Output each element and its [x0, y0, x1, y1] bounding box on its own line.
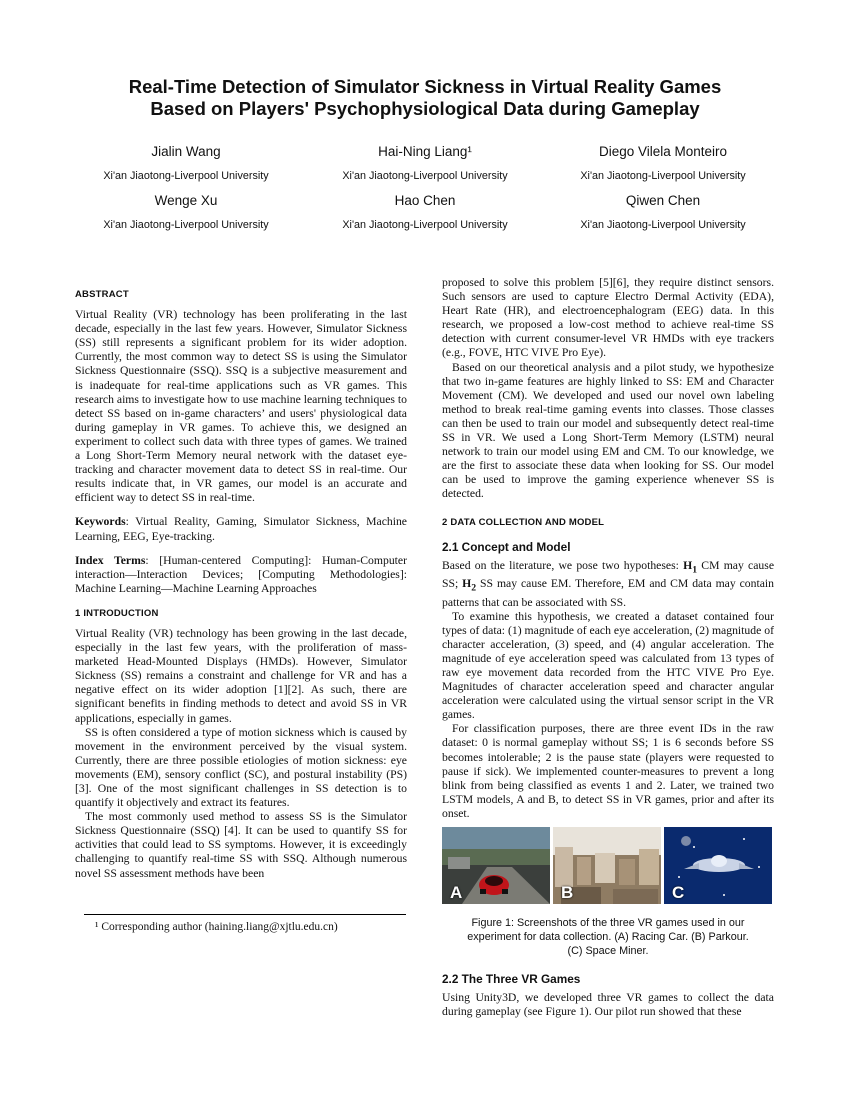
hypothesis-2-label: H [462, 577, 472, 591]
author-affiliation: Xi'an Jiaotong-Liverpool University [580, 170, 746, 182]
right-paragraph-3 [442, 559, 774, 610]
caption-line-1: Figure 1: Screenshots of the three VR games used in our [471, 917, 745, 930]
figure-1-caption [442, 916, 774, 958]
right-paragraph-6: Using Unity3D, we developed three VR games to collect the data during gameplay (see Figure 1). Our pilot run showed that these [442, 991, 774, 1019]
hypothesis-2-subscript: 2 [471, 582, 477, 594]
right-paragraph-4: To examine this hypothesis, we created a dataset contained four types of data: (1) magnitude of each eye acceleration, (2) magnitude of character acceleration, (3) speed, and (4) angular acceleration. The magnitude of eye acceleration speed was calculated from 13 types of raw eye movement data recorded from the HTC VIVE Pro Eye. Magnitudes of character acceleration speed and character angular acceleration were calculated using the virtual sensor script in the VR games. [442, 609, 774, 722]
figure-parkour-screenshot [553, 827, 661, 904]
hypothesis-1-text: CM may cause SS; [442, 558, 775, 591]
author-name: Jialin Wang [151, 144, 221, 159]
figure-label-a: A [450, 882, 463, 902]
author-affiliation: Xi'an Jiaotong-Liverpool University [580, 219, 746, 231]
right-paragraph-2: Based on our theoretical analysis and a pilot study, we hypothesize that two in-game features are highly linked to SS: EM and Character Movement (CM). We developed and used our novel own labeling method to break real-time gaming events into classes. Those classes can then be used to train our model and subsequently detect real-time SS in VR. We used a Long Short-Term Memory (LSTM) neural network to train our model using EM and CM. To our knowledge, we are the first to associate these data when looking for SS. Our model can be used to improve the gaming experience whenever SS is detected. [442, 360, 774, 501]
keywords-label: Keywords [75, 515, 126, 529]
title-line-1: Real-Time Detection of Simulator Sickness in Virtual Reality Games [128, 76, 722, 97]
right-column [442, 276, 774, 1019]
intro-heading: 1 INTRODUCTION [75, 607, 159, 619]
author-block [533, 144, 793, 183]
right-paragraph-5: For classification purposes, there are three event IDs in the raw dataset: 0 is normal gameplay without SS; 1 is 6 seconds before SS becomes intolerable; 2 is the pause state (players were requested to pause if sick). We implemented counter-measures to prevent a long blink from being classified as events 1 and 2. Later, we trained two LSTM models, A and B, to detect SS in VR games, prior and after its onset. [442, 722, 774, 820]
paper-title [60, 76, 790, 120]
author-affiliation: Xi'an Jiaotong-Liverpool University [103, 170, 269, 182]
subsection-2-2-heading: 2.2 The Three VR Games [442, 972, 581, 987]
right-paragraph-1: proposed to solve this problem [5][6], they require distinct sensors. Such sensors are used to capture Electro Dermal Activity (EDA), Heart Rate (HR), and electroencephalogram (EEG) data. In this research, we proposed a low-cost method to achieve real-time SS detection with current consumer-level VR HMDs with eye trackers (e.g., FOVE, HTC VIVE Pro Eye). [442, 276, 774, 360]
hypothesis-1-label: H [683, 558, 693, 572]
caption-line-2: experiment for data collection. (A) Racing Car. (B) Parkour. [467, 931, 749, 944]
author-affiliation: Xi'an Jiaotong-Liverpool University [342, 170, 508, 182]
index-terms-label: Index Terms [75, 553, 146, 567]
author-block [295, 144, 555, 183]
index-terms [75, 554, 407, 596]
author-block [533, 193, 793, 232]
keywords [75, 515, 407, 543]
footnote-divider [84, 914, 406, 915]
left-column [75, 276, 407, 881]
author-name: Wenge Xu [154, 193, 218, 208]
subsection-2-1-heading: 2.1 Concept and Model [442, 539, 571, 554]
author-name: Hai-Ning Liang¹ [378, 144, 472, 159]
author-block [295, 193, 555, 232]
author-name: Hao Chen [394, 193, 456, 208]
intro-paragraph-1: Virtual Reality (VR) technology has been growing in the last decade, especially in the last few years, with the proliferation of mass-marketed Head-Mounted Displays (HMDs). However, Simulator Sickness (SS) remains a constraint and challenge for VR and has a negative effect on its wider adoption [1][2]. As such, there are significant benefits in finding methods to detect and avoid SS in VR applications, especially in games. [75, 626, 407, 725]
figure-1-images [442, 827, 774, 904]
hypothesis-intro: Based on the literature, we pose two hypotheses: [442, 558, 684, 572]
index-terms-text: : [Human-centered Computing]: Human-Computer interaction—Interaction Devices; [Computing Methodologies]: Machine Learning—Machine Learning Approaches [75, 553, 408, 595]
figure-label-b: B [561, 882, 574, 902]
author-block [56, 144, 316, 183]
author-affiliation: Xi'an Jiaotong-Liverpool University [103, 219, 269, 231]
figure-space-miner-screenshot [664, 827, 772, 904]
abstract-heading: ABSTRACT [75, 289, 129, 300]
figure-label-c: C [672, 882, 685, 902]
hypothesis-2-text: SS may cause EM. Therefore, EM and CM data may contain patterns that can be associated with SS. [442, 577, 774, 609]
author-name: Diego Vilela Monteiro [598, 144, 728, 159]
author-name: Qiwen Chen [625, 193, 701, 208]
caption-line-3: (C) Space Miner. [567, 945, 649, 958]
section-2-heading: 2 DATA COLLECTION AND MODEL [442, 516, 605, 528]
author-affiliation: Xi'an Jiaotong-Liverpool University [342, 219, 508, 231]
abstract-text: Virtual Reality (VR) technology has been proliferating in the last decade, especially in the last few years. However, Simulator Sickness (SS) still represents a significant problem for its wider adoption. Currently, the most common way to detect SS is using the Simulator Sickness Questionnaire (SSQ). SSQ is a subjective measurement and is inadequate for real-time applications such as VR games. This research aims to investigate how to use machine learning techniques to detect SS based on in-game characters’ and users' physiological data during gameplay in VR games. To achieve this, we designed an experiment to collect such data with three types of games. We trained a Long Short-Term Memory neural network with the dataset eye-tracking and character movement data to detect SS in real-time. Our results indicate that, in VR games, our model is an accurate and efficient way to detect SS in real-time. [75, 308, 407, 505]
intro-paragraph-3: The most commonly used method to assess SS is the Simulator Sickness Questionnaire (SSQ) [4]. It can be used to quantify SS for activities that could lead to SS symptoms. However, it is exceedingly challenging to quantify real-time SS with SSQ. Although numerous novel SS assessment methods have been [75, 810, 407, 880]
title-line-2: Based on Players' Psychophysiological Data during Gameplay [150, 98, 700, 119]
author-block [56, 193, 316, 232]
hypothesis-1-subscript: 1 [692, 564, 698, 576]
footnote: ¹ Corresponding author (haining.liang@xjtlu.edu.cn) [95, 921, 338, 933]
keywords-text: : Virtual Reality, Gaming, Simulator Sickness, Machine Learning, EEG, Eye-tracking. [75, 515, 407, 543]
figure-racing-car-screenshot [442, 827, 550, 904]
intro-paragraph-2: SS is often considered a type of motion sickness which is caused by movement in the environment perceived by the visual system. Currently, there are three possible etiologies of motion sickness: eye movements (EM), sensory conflict (SC), and postural instability (PS) [3]. One of the most significant challenges in SS detection is to quantify it objectively and extract its features. [75, 725, 407, 810]
